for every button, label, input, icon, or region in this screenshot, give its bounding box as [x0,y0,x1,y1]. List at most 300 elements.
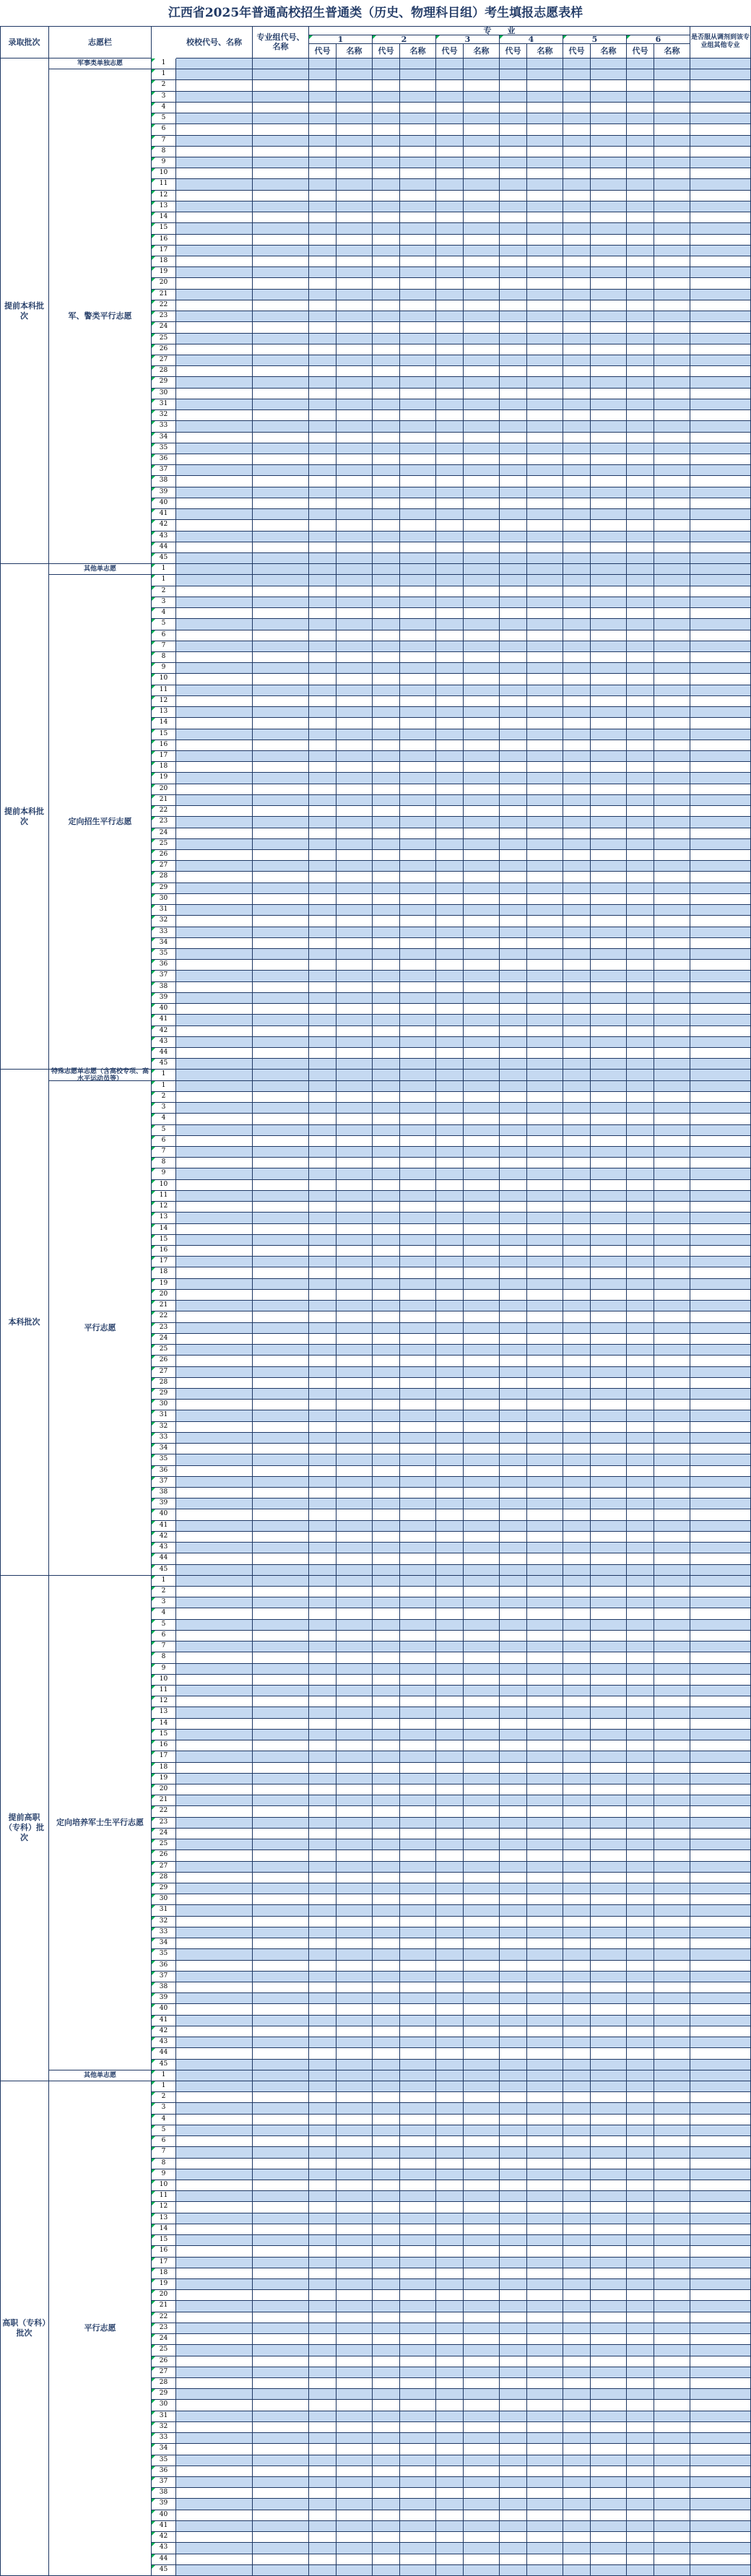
major-code-input[interactable] [373,2554,400,2565]
adjust-input[interactable] [690,2115,751,2125]
major-code-input[interactable] [373,465,400,476]
school-input[interactable] [176,1213,253,1224]
major-code-input[interactable] [436,1454,464,1466]
major-name-input[interactable] [400,311,436,322]
adjust-input[interactable] [690,278,751,290]
major-name-input[interactable] [464,1719,500,1730]
major-name-input[interactable] [527,179,563,191]
major-name-input[interactable] [337,608,373,619]
major-name-input[interactable] [654,828,690,839]
major-name-input[interactable] [464,1763,500,1774]
major-name-input[interactable] [654,2180,690,2191]
major-code-input[interactable] [627,1938,654,1949]
school-input[interactable] [176,542,253,553]
major-code-input[interactable] [563,520,591,532]
major-name-input[interactable] [337,191,373,201]
major-code-input[interactable] [373,191,400,201]
adjust-input[interactable] [690,718,751,729]
major-code-input[interactable] [563,905,591,916]
major-name-input[interactable] [337,927,373,938]
adjust-input[interactable] [690,1048,751,1059]
major-code-input[interactable] [436,949,464,960]
adjust-input[interactable] [690,927,751,938]
major-code-input[interactable] [309,1795,337,1806]
major-code-input[interactable] [563,1740,591,1751]
major-code-input[interactable] [627,1202,654,1213]
school-input[interactable] [176,2466,253,2477]
group-input[interactable] [253,762,309,773]
major-name-input[interactable] [400,608,436,619]
major-code-input[interactable] [373,2191,400,2202]
major-code-input[interactable] [373,1829,400,1839]
major-name-input[interactable] [464,1125,500,1136]
adjust-input[interactable] [690,2213,751,2224]
major-code-input[interactable] [373,2235,400,2246]
major-code-input[interactable] [563,2115,591,2125]
group-input[interactable] [253,1652,309,1664]
major-code-input[interactable] [563,2103,591,2115]
major-name-input[interactable] [527,235,563,246]
major-name-input[interactable] [337,1290,373,1301]
major-code-input[interactable] [563,1279,591,1290]
major-code-input[interactable] [309,2026,337,2037]
major-code-input[interactable] [436,1740,464,1751]
major-code-input[interactable] [309,1938,337,1949]
group-input[interactable] [253,2279,309,2290]
major-code-input[interactable] [436,311,464,322]
major-name-input[interactable] [337,1422,373,1433]
group-input[interactable] [253,916,309,927]
adjust-input[interactable] [690,235,751,246]
major-name-input[interactable] [400,399,436,410]
major-code-input[interactable] [500,718,527,729]
adjust-input[interactable] [690,2147,751,2159]
major-code-input[interactable] [500,1686,527,1696]
major-name-input[interactable] [464,1894,500,1905]
school-input[interactable] [176,1543,253,1553]
major-code-input[interactable] [373,1751,400,1763]
major-code-input[interactable] [627,1927,654,1938]
major-code-input[interactable] [563,1576,591,1587]
major-code-input[interactable] [373,1938,400,1949]
major-name-input[interactable] [337,246,373,256]
major-code-input[interactable] [500,2004,527,2016]
major-code-input[interactable] [627,696,654,707]
major-code-input[interactable] [627,1499,654,1509]
major-name-input[interactable] [464,971,500,982]
major-name-input[interactable] [654,949,690,960]
adjust-input[interactable] [690,1410,751,1422]
adjust-input[interactable] [690,355,751,366]
major-name-input[interactable] [464,1795,500,1806]
major-name-input[interactable] [527,1587,563,1597]
adjust-input[interactable] [690,1927,751,1938]
major-name-input[interactable] [591,399,627,410]
group-input[interactable] [253,311,309,322]
major-name-input[interactable] [464,1587,500,1597]
adjust-input[interactable] [690,256,751,267]
major-code-input[interactable] [373,619,400,630]
adjust-input[interactable] [690,674,751,685]
school-input[interactable] [176,191,253,201]
group-input[interactable] [253,2026,309,2037]
adjust-input[interactable] [690,586,751,597]
group-input[interactable] [253,344,309,355]
major-name-input[interactable] [400,1642,436,1652]
major-code-input[interactable] [436,1081,464,1092]
adjust-input[interactable] [690,872,751,883]
major-code-input[interactable] [563,1949,591,1961]
major-code-input[interactable] [627,1180,654,1191]
major-name-input[interactable] [591,1972,627,1982]
major-code-input[interactable] [500,1795,527,1806]
major-name-input[interactable] [464,1927,500,1938]
adjust-input[interactable] [690,2367,751,2378]
group-input[interactable] [253,718,309,729]
school-input[interactable] [176,1191,253,1202]
major-name-input[interactable] [464,2115,500,2125]
major-name-input[interactable] [527,2499,563,2510]
major-name-input[interactable] [464,1477,500,1488]
major-code-input[interactable] [309,103,337,113]
major-code-input[interactable] [500,2070,527,2081]
major-name-input[interactable] [654,355,690,366]
major-name-input[interactable] [591,1477,627,1488]
adjust-input[interactable] [690,421,751,433]
major-name-input[interactable] [400,1587,436,1597]
major-name-input[interactable] [464,1839,500,1850]
major-code-input[interactable] [436,1652,464,1664]
school-input[interactable] [176,2147,253,2159]
major-code-input[interactable] [500,1114,527,1125]
major-name-input[interactable] [337,1059,373,1070]
school-input[interactable] [176,2521,253,2532]
major-name-input[interactable] [654,223,690,235]
major-name-input[interactable] [654,2070,690,2081]
major-name-input[interactable] [654,1147,690,1158]
major-code-input[interactable] [627,1158,654,1168]
major-name-input[interactable] [400,334,436,344]
major-name-input[interactable] [400,290,436,300]
major-name-input[interactable] [654,960,690,971]
school-input[interactable] [176,2159,253,2169]
major-name-input[interactable] [337,476,373,487]
major-code-input[interactable] [627,1982,654,1993]
major-name-input[interactable] [337,1048,373,1059]
major-code-input[interactable] [563,762,591,773]
adjust-input[interactable] [690,1917,751,1927]
major-name-input[interactable] [527,1389,563,1400]
major-code-input[interactable] [373,2389,400,2400]
group-input[interactable] [253,1927,309,1938]
school-input[interactable] [176,2081,253,2092]
major-name-input[interactable] [337,235,373,246]
major-name-input[interactable] [527,1850,563,1862]
group-input[interactable] [253,850,309,861]
major-name-input[interactable] [400,1675,436,1686]
major-name-input[interactable] [591,971,627,982]
major-code-input[interactable] [627,1444,654,1454]
school-input[interactable] [176,410,253,421]
major-code-input[interactable] [563,2070,591,2081]
major-code-input[interactable] [627,421,654,433]
major-code-input[interactable] [500,597,527,608]
major-name-input[interactable] [591,498,627,509]
group-input[interactable] [253,784,309,795]
major-code-input[interactable] [436,2510,464,2521]
major-code-input[interactable] [500,2510,527,2521]
major-code-input[interactable] [309,1059,337,1070]
major-name-input[interactable] [591,982,627,993]
major-code-input[interactable] [373,69,400,80]
major-code-input[interactable] [563,2477,591,2488]
major-name-input[interactable] [591,2499,627,2510]
major-code-input[interactable] [373,1180,400,1191]
major-name-input[interactable] [337,1311,373,1323]
major-name-input[interactable] [400,2279,436,2290]
major-name-input[interactable] [654,1180,690,1191]
major-name-input[interactable] [527,2159,563,2169]
major-name-input[interactable] [337,498,373,509]
major-code-input[interactable] [500,1751,527,1763]
major-name-input[interactable] [527,147,563,157]
major-name-input[interactable] [654,311,690,322]
major-name-input[interactable] [527,1257,563,1267]
major-name-input[interactable] [527,2147,563,2159]
major-name-input[interactable] [527,509,563,520]
major-name-input[interactable] [337,883,373,894]
major-name-input[interactable] [591,1763,627,1774]
school-input[interactable] [176,355,253,366]
major-name-input[interactable] [527,1620,563,1631]
major-name-input[interactable] [400,267,436,278]
major-code-input[interactable] [436,1509,464,1521]
major-name-input[interactable] [400,1927,436,1938]
major-name-input[interactable] [337,2323,373,2334]
major-name-input[interactable] [337,1850,373,1862]
major-name-input[interactable] [400,542,436,553]
adjust-input[interactable] [690,1488,751,1499]
major-code-input[interactable] [373,1576,400,1587]
major-code-input[interactable] [309,1696,337,1707]
major-name-input[interactable] [527,1180,563,1191]
major-name-input[interactable] [464,1168,500,1180]
major-code-input[interactable] [309,377,337,389]
major-code-input[interactable] [627,1410,654,1422]
group-input[interactable] [253,212,309,223]
group-input[interactable] [253,608,309,619]
major-code-input[interactable] [373,685,400,696]
major-code-input[interactable] [309,1444,337,1454]
group-input[interactable] [253,2136,309,2147]
major-name-input[interactable] [654,1334,690,1345]
major-name-input[interactable] [654,2159,690,2169]
major-name-input[interactable] [591,1707,627,1719]
group-input[interactable] [253,1246,309,1257]
major-code-input[interactable] [500,520,527,532]
major-code-input[interactable] [563,553,591,564]
major-name-input[interactable] [464,2048,500,2060]
major-code-input[interactable] [500,641,527,652]
major-name-input[interactable] [654,674,690,685]
major-code-input[interactable] [309,509,337,520]
major-code-input[interactable] [436,1202,464,1213]
major-name-input[interactable] [527,1795,563,1806]
major-name-input[interactable] [400,223,436,235]
major-code-input[interactable] [627,1730,654,1740]
group-input[interactable] [253,1829,309,1839]
adjust-input[interactable] [690,564,751,575]
school-input[interactable] [176,1334,253,1345]
major-name-input[interactable] [400,2499,436,2510]
major-name-input[interactable] [400,465,436,476]
major-code-input[interactable] [436,1608,464,1620]
major-code-input[interactable] [563,2510,591,2521]
group-input[interactable] [253,806,309,817]
group-input[interactable] [253,2125,309,2136]
school-input[interactable] [176,113,253,124]
major-code-input[interactable] [500,2213,527,2224]
group-input[interactable] [253,1949,309,1961]
major-code-input[interactable] [500,850,527,861]
major-code-input[interactable] [309,916,337,927]
major-code-input[interactable] [309,707,337,718]
group-input[interactable] [253,1532,309,1543]
major-name-input[interactable] [527,2367,563,2378]
major-code-input[interactable] [373,2323,400,2334]
major-code-input[interactable] [309,2081,337,2092]
major-name-input[interactable] [591,663,627,674]
major-name-input[interactable] [654,795,690,806]
major-name-input[interactable] [654,718,690,729]
major-name-input[interactable] [337,619,373,630]
major-code-input[interactable] [627,168,654,179]
major-name-input[interactable] [400,1774,436,1784]
major-name-input[interactable] [464,235,500,246]
major-name-input[interactable] [337,2246,373,2258]
major-name-input[interactable] [400,982,436,993]
major-code-input[interactable] [500,2301,527,2312]
major-code-input[interactable] [563,377,591,389]
group-input[interactable] [253,223,309,235]
major-code-input[interactable] [627,1301,654,1311]
major-code-input[interactable] [373,157,400,168]
major-name-input[interactable] [464,476,500,487]
major-name-input[interactable] [337,1597,373,1608]
major-name-input[interactable] [464,377,500,389]
group-input[interactable] [253,399,309,410]
major-code-input[interactable] [436,1719,464,1730]
major-code-input[interactable] [627,2016,654,2026]
major-code-input[interactable] [500,179,527,191]
major-name-input[interactable] [464,191,500,201]
school-input[interactable] [176,1751,253,1763]
major-name-input[interactable] [591,718,627,729]
major-name-input[interactable] [527,300,563,311]
major-name-input[interactable] [527,2389,563,2400]
major-code-input[interactable] [309,1356,337,1367]
major-name-input[interactable] [591,597,627,608]
major-name-input[interactable] [591,1433,627,1444]
major-code-input[interactable] [500,1730,527,1740]
major-code-input[interactable] [436,124,464,136]
major-code-input[interactable] [309,2202,337,2213]
major-name-input[interactable] [654,1433,690,1444]
major-code-input[interactable] [563,740,591,751]
major-code-input[interactable] [309,1642,337,1652]
major-name-input[interactable] [591,2081,627,2092]
group-input[interactable] [253,1576,309,1587]
major-code-input[interactable] [309,2115,337,2125]
major-name-input[interactable] [527,1576,563,1587]
major-name-input[interactable] [400,696,436,707]
major-name-input[interactable] [654,2510,690,2521]
adjust-input[interactable] [690,1267,751,1279]
school-input[interactable] [176,1664,253,1675]
major-code-input[interactable] [563,1026,591,1037]
major-code-input[interactable] [563,828,591,839]
major-code-input[interactable] [373,674,400,685]
major-name-input[interactable] [400,1168,436,1180]
major-code-input[interactable] [436,1334,464,1345]
group-input[interactable] [253,157,309,168]
school-input[interactable] [176,938,253,949]
school-input[interactable] [176,1587,253,1597]
school-input[interactable] [176,1267,253,1279]
major-name-input[interactable] [591,619,627,630]
school-input[interactable] [176,465,253,476]
adjust-input[interactable] [690,2070,751,2081]
major-name-input[interactable] [400,256,436,267]
major-code-input[interactable] [373,2246,400,2258]
major-code-input[interactable] [627,1168,654,1180]
major-code-input[interactable] [309,113,337,124]
major-code-input[interactable] [373,1267,400,1279]
major-code-input[interactable] [373,2103,400,2115]
major-name-input[interactable] [400,1806,436,1818]
major-code-input[interactable] [436,740,464,751]
major-name-input[interactable] [400,1477,436,1488]
major-name-input[interactable] [400,1301,436,1311]
major-code-input[interactable] [309,1862,337,1873]
major-code-input[interactable] [309,1180,337,1191]
major-name-input[interactable] [464,399,500,410]
major-code-input[interactable] [436,806,464,817]
major-code-input[interactable] [309,1168,337,1180]
major-code-input[interactable] [373,1652,400,1664]
major-code-input[interactable] [500,1565,527,1576]
major-code-input[interactable] [309,300,337,311]
major-code-input[interactable] [309,828,337,839]
major-name-input[interactable] [654,1730,690,1740]
major-code-input[interactable] [563,201,591,212]
major-name-input[interactable] [464,290,500,300]
major-name-input[interactable] [400,2070,436,2081]
major-name-input[interactable] [400,1818,436,1829]
major-code-input[interactable] [563,2356,591,2367]
major-name-input[interactable] [654,1168,690,1180]
major-code-input[interactable] [436,894,464,905]
major-code-input[interactable] [373,487,400,498]
group-input[interactable] [253,1147,309,1158]
school-input[interactable] [176,894,253,905]
major-name-input[interactable] [527,2488,563,2499]
major-code-input[interactable] [563,1410,591,1422]
school-input[interactable] [176,487,253,498]
major-name-input[interactable] [337,1707,373,1719]
major-code-input[interactable] [373,575,400,586]
major-code-input[interactable] [563,366,591,377]
